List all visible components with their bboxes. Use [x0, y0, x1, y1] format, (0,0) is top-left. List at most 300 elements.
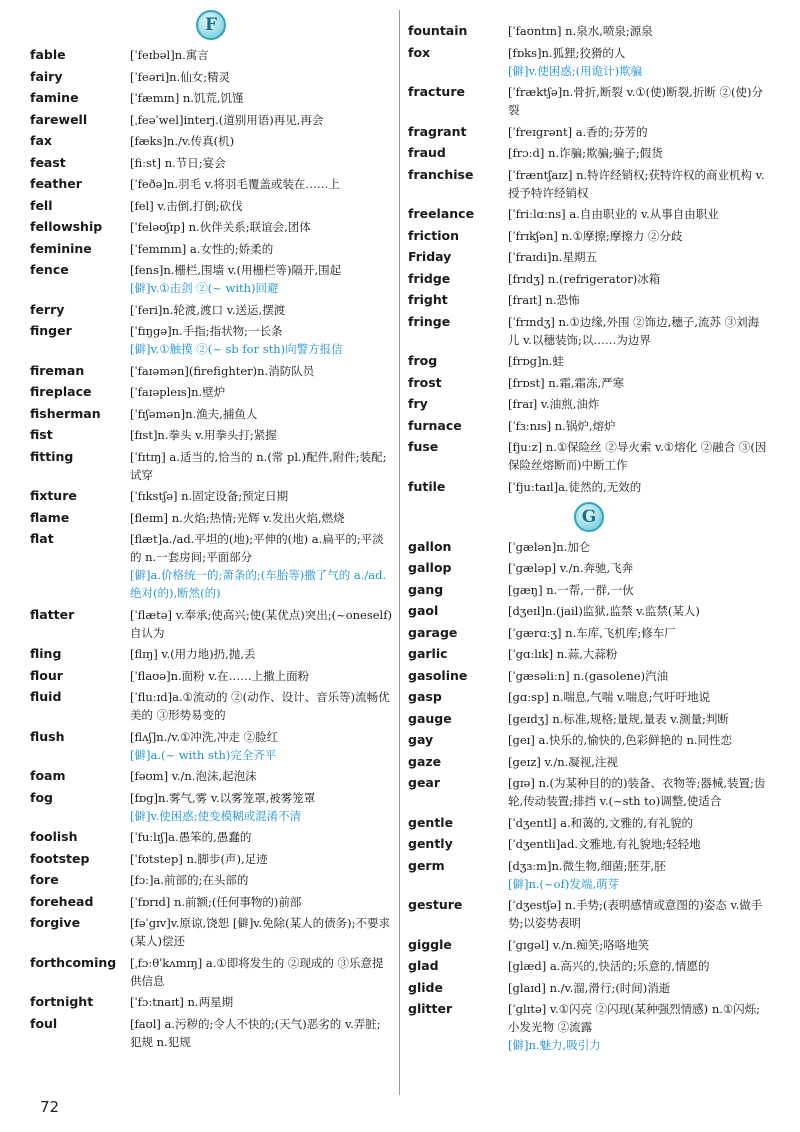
definition-block [508, 227, 770, 245]
headword: gasoline [408, 667, 468, 683]
headword: foolish [30, 829, 78, 844]
definition-block [508, 538, 770, 556]
headword: fireplace [30, 384, 92, 399]
dictionary-entry [408, 144, 770, 162]
definition-block [130, 46, 392, 64]
headword: fluid [30, 689, 62, 704]
definition: [geɪ] a.快乐的,愉快的,色彩鲜艳的 n.同性恋 [508, 733, 733, 747]
definition-block [130, 667, 392, 685]
definition-block [130, 175, 392, 193]
definition: [fəˈgɪv]v.原谅,饶恕 [僻]v.免除(某人的债务);不要求(某人)偿还 [130, 916, 390, 948]
dictionary-entry [30, 606, 392, 642]
definition-block [130, 606, 392, 642]
dictionary-entry [408, 602, 770, 620]
headword: gesture [408, 897, 463, 912]
definition-block [508, 731, 770, 749]
definition: [ˈfemɪnɪn] a.女性的;娇柔的 [130, 241, 274, 256]
definition: [gɪə] n.(为某种目的的)装备、衣物等;器械,装置;齿轮,传动装置;排挡 v.(~sth to)调整,使适合 [508, 776, 766, 808]
definition-block [130, 645, 392, 663]
definition-block [508, 83, 770, 119]
headword: fuse [408, 439, 439, 454]
dictionary-entry [30, 197, 392, 215]
definition-block [130, 789, 392, 825]
headword: fence [30, 262, 69, 277]
dictionary-entry [30, 175, 392, 193]
definition-block [130, 240, 392, 258]
dictionary-entry [30, 383, 392, 401]
definition: [ˈfaʊntɪn] n.泉水,喷泉;源泉 [508, 24, 653, 38]
dictionary-entry [408, 753, 770, 771]
definition-block [508, 123, 770, 141]
definition: [frɒg]n.蛙 [508, 354, 565, 368]
dictionary-entry [30, 154, 392, 172]
dictionary-entry [408, 581, 770, 599]
definition-block [130, 688, 392, 724]
dictionary-entry [30, 111, 392, 129]
definition-block [508, 44, 770, 80]
page-number: 72 [40, 1098, 60, 1116]
definition: [ˈfeləʊʃɪp] n.伙伴关系;联谊会,团体 [130, 220, 311, 234]
definition-block [130, 487, 392, 505]
definition: [ˈfræntʃaɪz] n.特许经销权;获特许权的商业机构 v.授予特许经销权 [508, 167, 765, 200]
definition-block [130, 132, 392, 150]
headword: fling [30, 646, 62, 661]
definition: [ˈgærɑːʒ] n.车库,飞机库;修车厂 [508, 625, 676, 640]
headword: fracture [408, 84, 465, 99]
definition: [ˈdʒentli]ad.文雅地,有礼貌地;轻轻地 [508, 837, 701, 851]
dictionary-entry [30, 667, 392, 685]
dictionary-entry [408, 688, 770, 706]
right-column [408, 22, 770, 1058]
definition-block [508, 667, 770, 685]
definition-block [508, 205, 770, 223]
headword: fright [408, 292, 448, 307]
headword: germ [408, 857, 445, 873]
headword: fraud [408, 145, 446, 160]
definition: [gɑːsp] n.喘息,气喘 v.喘息;气吁吁地说 [508, 690, 711, 704]
definition: [ˈfriːlɑːns] a.自由职业的 v.从事自由职业 [508, 207, 719, 221]
definition-block [508, 313, 770, 349]
headword: fridge [408, 270, 451, 286]
definition: [ˈfuːlɪʃ]a.愚笨的,愚蠢的 [130, 830, 252, 844]
definition: [frɒst] n.霜,霜冻,严寒 [508, 375, 625, 390]
rare-usage-note: [僻]v.使困惑;(用诡计)欺骗 [508, 63, 643, 78]
definition-block [130, 954, 392, 990]
headword: flatter [30, 606, 75, 622]
definition: [fens]n.栅栏,围墙 v.(用栅栏等)隔开,围起 [130, 263, 342, 277]
letter-badge-f: F [196, 10, 226, 40]
headword: garlic [408, 646, 448, 661]
dictionary-entry [30, 322, 392, 358]
definition-block [508, 936, 770, 954]
headword: fragrant [408, 123, 467, 139]
dictionary-entry [30, 240, 392, 258]
definition-block [508, 478, 770, 496]
definition-block [130, 993, 392, 1011]
definition: [ˈfʊtstep] n.脚步(声),足迹 [130, 851, 268, 866]
headword: gang [408, 581, 444, 597]
definition: [fraɪ] v.油煎,油炸 [508, 397, 600, 411]
headword: freelance [408, 206, 475, 221]
definition: [ˈdʒentl] a.和蔼的,文雅的,有礼貌的 [508, 815, 693, 830]
definition: [fɒg]n.雾气,雾 v.以雾笼罩,被雾笼罩 [130, 790, 316, 805]
headword: franchise [408, 166, 474, 182]
headword: flour [30, 667, 63, 683]
definition: [gæŋ] n.一帮,一群,一伙 [508, 582, 634, 597]
headword: frog [408, 353, 438, 368]
definition: [ˈfeəri]n.仙女;精灵 [130, 69, 231, 84]
definition: [ˈfɪŋgə]n.手指;指状物;一长条 [130, 324, 283, 338]
dictionary-entry [408, 395, 770, 413]
dictionary-entry [30, 218, 392, 236]
definition: [ˈgælən]n.加仑 [508, 539, 591, 554]
headword: gaol [408, 603, 439, 618]
definition: [ˈfreɪgrənt] a.香的;芬芳的 [508, 124, 648, 139]
rare-usage-note: [僻]v.①击剑 ②(~ with)回避 [130, 281, 279, 295]
dictionary-entry [30, 509, 392, 527]
definition-block [508, 835, 770, 853]
headword: foul [30, 1015, 58, 1031]
dictionary-entry [408, 624, 770, 642]
headword: foam [30, 768, 66, 783]
dictionary-entry [408, 417, 770, 435]
definition-block [130, 89, 392, 107]
headword: fore [30, 872, 59, 887]
dictionary-entry [408, 979, 770, 997]
dictionary-entry [408, 123, 770, 141]
definition: [ˌfeəˈwel]interj.(道别用语)再见,再会 [130, 112, 324, 127]
headword: giggle [408, 936, 452, 952]
definition-block [508, 979, 770, 997]
dictionary-entry [30, 530, 392, 602]
headword: friction [408, 227, 460, 243]
rare-usage-note: [僻]v.使困惑;使变模糊或混淆不清 [130, 808, 302, 823]
definition: [ˈfræktʃə]n.骨折,断裂 v.①(使)断裂,折断 ②(使)分裂 [508, 85, 763, 117]
definition-block [508, 896, 770, 932]
dictionary-entry [30, 46, 392, 64]
definition-block [130, 218, 392, 236]
definition-block [508, 688, 770, 706]
dictionary-entry [408, 270, 770, 288]
entry-list-left [30, 46, 392, 1051]
headword: garage [408, 624, 458, 640]
headword: glitter [408, 1001, 453, 1016]
entry-list-right-f [408, 22, 770, 496]
dictionary-entry [408, 83, 770, 119]
dictionary-entry [408, 248, 770, 266]
dictionary-entry [30, 767, 392, 785]
headword: farewell [30, 111, 88, 127]
definition-block [508, 645, 770, 663]
dictionary-entry [30, 426, 392, 444]
dictionary-entry [408, 936, 770, 954]
headword: gently [408, 836, 453, 851]
headword: gear [408, 775, 441, 790]
definition: [ˈfaɪəpleɪs]n.壁炉 [130, 385, 226, 399]
definition-block [508, 602, 770, 620]
definition: [ˈfluːɪd]a.①流动的 ②(动作、设计、音乐等)流畅优美的 ③形势易变的 [130, 690, 390, 722]
left-column [30, 15, 392, 1054]
headword: footstep [30, 850, 90, 866]
headword: fireman [30, 362, 85, 378]
headword: gasp [408, 689, 442, 704]
definition-block [508, 374, 770, 392]
headword: glide [408, 979, 443, 995]
headword: fitting [30, 448, 74, 464]
definition-block [130, 509, 392, 527]
definition-block [508, 624, 770, 642]
definition-block [130, 405, 392, 423]
dictionary-entry [30, 688, 392, 724]
headword: forehead [30, 893, 94, 909]
dictionary-entry [30, 362, 392, 380]
definition: [ˈfrɪkʃən] n.①摩擦;摩擦力 ②分歧 [508, 228, 683, 243]
headword: fortnight [30, 994, 94, 1009]
definition-block [130, 383, 392, 401]
definition-block [130, 322, 392, 358]
definition-block [130, 68, 392, 86]
dictionary-entry [408, 814, 770, 832]
headword: furnace [408, 417, 462, 433]
headword: fountain [408, 23, 468, 38]
dictionary-entry [30, 487, 392, 505]
definition-block [130, 767, 392, 785]
definition: [fɒks]n.狐狸;狡猾的人 [508, 45, 626, 60]
headword: futile [408, 478, 446, 494]
definition: [fleɪm] n.火焰;热情;光辉 v.发出火焰,燃烧 [130, 510, 345, 525]
headword: forthcoming [30, 954, 117, 970]
definition: [ˈfɪkstʃə] n.固定设备;预定日期 [130, 489, 289, 503]
definition: [ˈfɪtɪŋ] a.适当的,恰当的 n.(常 pl.)配件,附件;装配;试穿 [130, 449, 387, 482]
definition-block [508, 22, 770, 40]
definition-block [130, 1015, 392, 1051]
definition: [geɪz] v./n.凝视,注视 [508, 754, 618, 769]
definition: [fəʊm] v./n.泡沫,起泡沫 [130, 769, 257, 783]
dictionary-entry [30, 89, 392, 107]
dictionary-entry [30, 645, 392, 663]
definition-block [130, 914, 392, 950]
definition-block [508, 814, 770, 832]
headword: fox [408, 44, 431, 60]
dictionary-entry [408, 166, 770, 202]
definition: [ˈglɪtə] v.①闪亮 ②闪现(某种强烈情感) n.①闪烁;小发光物 ②流露 [508, 1002, 761, 1034]
definition: [ˈflaʊə]n.面粉 v.在……上撒上面粉 [130, 668, 310, 683]
definition: [ˈfɔːtnaɪt] n.两星期 [130, 995, 234, 1009]
headword: glad [408, 958, 439, 973]
definition: [ˈdʒestʃə] n.手势;(表明感情或意图的)姿态 v.做手势;以姿势表明 [508, 898, 763, 930]
dictionary-entry [408, 667, 770, 685]
definition-block [508, 774, 770, 810]
definition-block [508, 753, 770, 771]
definition-block [508, 270, 770, 288]
headword: gentle [408, 814, 454, 830]
headword: flush [30, 728, 65, 744]
definition-block [130, 426, 392, 444]
dictionary-entry [30, 132, 392, 150]
dictionary-entry [408, 313, 770, 349]
definition-block [508, 248, 770, 266]
definition-block [508, 144, 770, 162]
definition: [faʊl] a.污秽的;令人不快的;(天气)恶劣的 v.弄脏;犯规 n.犯规 [130, 1016, 381, 1049]
headword: famine [30, 90, 79, 105]
definition: [ˌfɔːθˈkʌmɪŋ] a.①即将发生的 ②现成的 ③乐意提供信息 [130, 955, 384, 988]
definition-block [508, 438, 770, 474]
definition-block [130, 154, 392, 172]
definition: [ˈferi]n.轮渡,渡口 v.送运,摆渡 [130, 302, 286, 317]
dictionary-entry [408, 559, 770, 577]
definition: [ˈfæmɪn] n.饥荒,饥馑 [130, 91, 244, 105]
definition-block [508, 581, 770, 599]
headword: fry [408, 396, 428, 411]
definition-block [130, 530, 392, 602]
dictionary-entry [408, 44, 770, 80]
headword: frost [408, 374, 442, 390]
definition-block [508, 352, 770, 370]
definition-block [508, 1000, 770, 1054]
headword: gay [408, 732, 434, 747]
definition: [ˈgɑːlɪk] n.蒜,大蒜粉 [508, 647, 618, 661]
definition-block [508, 166, 770, 202]
rare-usage-note: [僻]a.(~ with sth)完全齐平 [130, 747, 277, 762]
headword: gauge [408, 710, 452, 726]
headword: ferry [30, 301, 65, 317]
definition: [geɪdʒ] n.标准,规格;量规,量表 v.测量;判断 [508, 711, 729, 726]
headword: fixture [30, 488, 77, 503]
rare-usage-note: [僻]n.魅力,吸引力 [508, 1038, 601, 1052]
definition: [ˈfɪʃəmən]n.渔夫,捕鱼人 [130, 406, 258, 421]
dictionary-entry [408, 352, 770, 370]
dictionary-entry [30, 261, 392, 297]
definition-block [508, 395, 770, 413]
dictionary-entry [30, 405, 392, 423]
dictionary-entry [408, 538, 770, 556]
definition: [ˈfjuːtaɪl]a.徒然的,无效的 [508, 479, 642, 494]
dictionary-entry [30, 871, 392, 889]
dictionary-entry [30, 728, 392, 764]
dictionary-entry [408, 374, 770, 392]
headword: gallon [408, 538, 452, 554]
definition: [fel] v.击倒,打倒;砍伐 [130, 198, 243, 213]
definition-block [130, 261, 392, 297]
definition-block [508, 291, 770, 309]
rare-usage-note: [僻]a.价格统一的;萧条的;(车胎等)撒了气的 a./ad.绝对(的),断然(的) [130, 568, 387, 600]
dictionary-entry [408, 857, 770, 893]
dictionary-entry [30, 1015, 392, 1051]
definition: [ˈflætə] v.奉承;使高兴;使(某优点)突出;(~oneself)自认为 [130, 607, 392, 640]
definition-block [130, 871, 392, 889]
definition: [ˈfeðə]n.羽毛 v.将羽毛覆盖或装在……上 [130, 177, 340, 191]
definition-block [508, 559, 770, 577]
definition: [flɪŋ] v.(用力地)扔,抛,丢 [130, 647, 256, 661]
rare-usage-note: [僻]n.(~of)发端,萌芽 [508, 876, 619, 891]
definition: [fɔː]a.前部的;在头部的 [130, 873, 249, 887]
definition: [ˈgæsəliːn] n.(gasolene)汽油 [508, 668, 669, 683]
definition: [ˈfɒrɪd] n.前额;(任何事物的)前部 [130, 894, 302, 909]
definition-block [130, 893, 392, 911]
headword: flat [30, 531, 54, 546]
headword: flame [30, 509, 70, 525]
dictionary-entry [30, 68, 392, 86]
dictionary-entry [30, 914, 392, 950]
headword: gaze [408, 753, 442, 769]
headword: fax [30, 133, 52, 148]
dictionary-entry [30, 993, 392, 1011]
definition-block [130, 362, 392, 380]
dictionary-entry [408, 957, 770, 975]
letter-badge-g: G [574, 502, 604, 532]
dictionary-entry [30, 301, 392, 319]
rare-usage-note: [僻]v.①触摸 ②(~ sb for sth)向警方报信 [130, 342, 343, 356]
headword: feminine [30, 240, 92, 256]
definition: [ˈfrɪndʒ] n.①边缘,外围 ②饰边,穗子,流苏 ③刘海儿 v.以穗装饰;以……为边界 [508, 314, 760, 347]
definition: [frɪdʒ] n.(refrigerator)冰箱 [508, 271, 661, 286]
definition-block [508, 957, 770, 975]
dictionary-entry [30, 850, 392, 868]
definition: [fiːst] n.节日;宴会 [130, 155, 226, 170]
headword: fellowship [30, 219, 103, 234]
definition: [glaɪd] n./v.溜,滑行;(时间)消逝 [508, 980, 671, 995]
definition-block [130, 728, 392, 764]
dictionary-entry [408, 731, 770, 749]
definition: [dʒɜːm]n.微生物,细菌;胚芽,胚 [508, 858, 666, 873]
dictionary-entry [30, 828, 392, 846]
dictionary-entry [408, 1000, 770, 1054]
dictionary-entry [30, 789, 392, 825]
headword: fisherman [30, 405, 101, 421]
definition: [ˈgæləp] v./n.奔驰,飞奔 [508, 561, 634, 575]
dictionary-entry [30, 954, 392, 990]
definition-block [508, 417, 770, 435]
column-divider [399, 10, 400, 1095]
definition: [ˈfraɪdi]n.星期五 [508, 250, 598, 264]
headword: fog [30, 789, 53, 805]
definition: [fjuːz] n.①保险丝 ②导火索 v.①熔化 ②融合 ③(因保险丝熔断而)中断工作 [508, 440, 767, 472]
dictionary-entry [408, 205, 770, 223]
headword: fringe [408, 313, 451, 329]
dictionary-entry [408, 22, 770, 40]
definition: [fraɪt] n.恐怖 [508, 293, 580, 307]
dictionary-entry [408, 710, 770, 728]
headword: Friday [408, 249, 452, 264]
definition: [flæt]a./ad.平坦的(地);平伸的(地) a.扁平的;平淡的 n.一套房间;平面部分 [130, 532, 384, 564]
definition-block [508, 710, 770, 728]
dictionary-entry [408, 438, 770, 474]
definition: [ˈgɪgəl] v./n.痴笑;咯咯地笑 [508, 937, 650, 952]
headword: feather [30, 176, 82, 191]
definition-block [130, 828, 392, 846]
dictionary-entry [408, 291, 770, 309]
dictionary-entry [408, 645, 770, 663]
definition-block [130, 197, 392, 215]
definition-block [508, 857, 770, 893]
definition: [dʒeɪl]n.(jail)监狱,监禁 v.监禁(某人) [508, 604, 700, 618]
definition-block [130, 111, 392, 129]
entry-list-right-g [408, 538, 770, 1055]
dictionary-entry [408, 478, 770, 496]
definition: [ˈfeɪbəl]n.寓言 [130, 48, 209, 62]
dictionary-entry [30, 448, 392, 484]
headword: finger [30, 323, 72, 338]
dictionary-entry [408, 774, 770, 810]
definition-block [130, 301, 392, 319]
dictionary-entry [30, 893, 392, 911]
headword: fable [30, 47, 66, 62]
headword: fell [30, 197, 53, 213]
definition: [fɪst]n.拳头 v.用拳头打;紧握 [130, 428, 277, 442]
headword: feast [30, 154, 66, 170]
dictionary-entry [408, 835, 770, 853]
headword: fairy [30, 68, 63, 84]
